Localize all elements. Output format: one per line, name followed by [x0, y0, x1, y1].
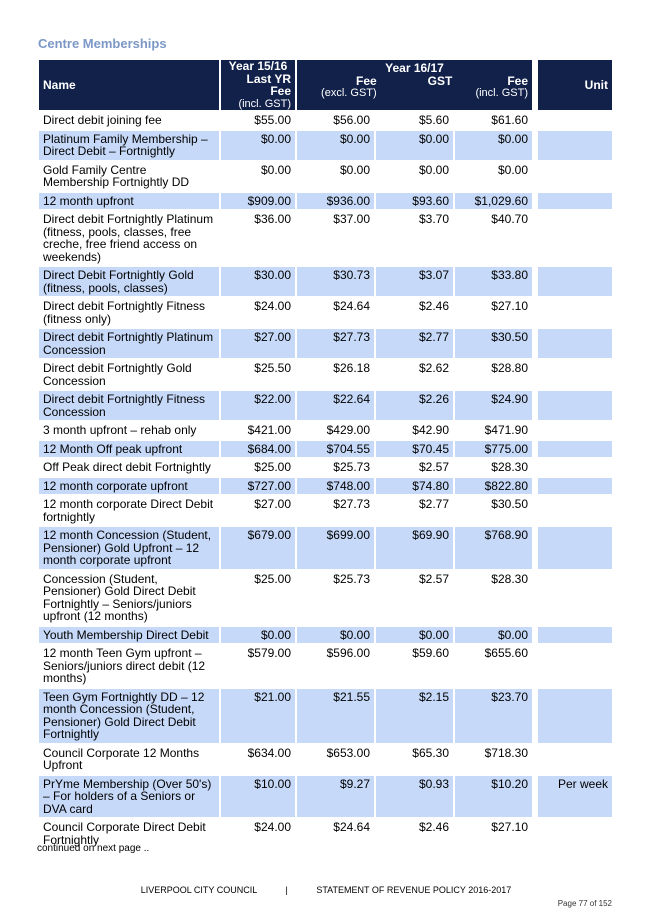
row-gst-cell: $65.30: [376, 745, 453, 774]
header-last-fee-label: Last YR Fee: [246, 71, 291, 98]
table-row: [39, 459, 612, 476]
table-row: [39, 298, 612, 327]
table-row: [39, 745, 612, 774]
row-fee-cell: $429.00: [297, 422, 374, 439]
row-incl-fee-cell: $768.90: [455, 527, 532, 569]
row-name-cell: Youth Membership Direct Debit: [39, 627, 219, 644]
header-year-16-17: Year 16/17: [385, 61, 444, 75]
row-fee-cell: $25.73: [297, 459, 374, 476]
row-incl-fee-cell: $718.30: [455, 745, 532, 774]
row-fee-cell: $37.00: [297, 211, 374, 265]
row-fee-cell: $0.00: [297, 131, 374, 160]
header-last-fee: [221, 60, 295, 110]
row-gst-cell: $0.00: [376, 162, 453, 191]
row-fee-cell: $699.00: [297, 527, 374, 569]
header-unit: Unit: [538, 60, 612, 110]
header-gst: [377, 75, 453, 100]
table-row: [39, 211, 612, 265]
row-incl-fee-cell: $0.00: [455, 627, 532, 644]
row-unit-cell: [538, 527, 612, 569]
row-incl-fee-cell: $10.20: [455, 776, 532, 818]
row-gst-cell: $2.57: [376, 459, 453, 476]
row-fee-cell: $9.27: [297, 776, 374, 818]
row-unit-cell: [538, 689, 612, 743]
row-unit-cell: [538, 459, 612, 476]
row-gst-cell: $93.60: [376, 193, 453, 210]
row-fee-cell: $24.64: [297, 819, 374, 848]
row-unit-cell: [538, 360, 612, 389]
row-unit-cell: [538, 267, 612, 296]
row-unit-cell: [538, 112, 612, 129]
row-last-fee-cell: $36.00: [221, 211, 295, 265]
section-title: Centre Memberships: [38, 36, 167, 51]
page-number: Page 77 of 152: [557, 899, 612, 908]
header-last-fee-sub: (incl. GST): [238, 97, 291, 110]
row-incl-fee-cell: $28.30: [455, 571, 532, 625]
row-unit-cell: [538, 422, 612, 439]
row-fee-cell: $0.00: [297, 627, 374, 644]
row-fee-cell: $748.00: [297, 478, 374, 495]
row-name-cell: 12 month corporate Direct Debit fortnightly: [39, 496, 219, 525]
row-incl-fee-cell: $33.80: [455, 267, 532, 296]
row-fee-cell: $704.55: [297, 441, 374, 458]
table-row: [39, 527, 612, 569]
row-gst-cell: $2.57: [376, 571, 453, 625]
row-last-fee-cell: $684.00: [221, 441, 295, 458]
row-unit-cell: [538, 627, 612, 644]
row-gst-cell: $2.77: [376, 329, 453, 358]
row-name-cell: Council Corporate Direct Debit Fortnightly: [39, 819, 219, 848]
row-last-fee-cell: $24.00: [221, 819, 295, 848]
row-name-cell: Teen Gym Fortnightly DD – 12 month Concession (Student, Pensioner) Gold Direct Debit Fortnightly: [39, 689, 219, 743]
row-gst-cell: $0.00: [376, 131, 453, 160]
row-gst-cell: $69.90: [376, 527, 453, 569]
row-name-cell: 3 month upfront – rehab only: [39, 422, 219, 439]
row-unit-cell: [538, 391, 612, 420]
row-last-fee-cell: $909.00: [221, 193, 295, 210]
row-name-cell: Platinum Family Membership – Direct Debit – Fortnightly: [39, 131, 219, 160]
table-row: [39, 496, 612, 525]
header-incl-fee-label: Fee: [507, 73, 529, 88]
row-last-fee-cell: $634.00: [221, 745, 295, 774]
footer-council-name: LIVERPOOL CITY COUNCIL: [140, 885, 257, 895]
row-name-cell: PrYme Membership (Over 50's) – For holders of a Seniors or DVA card: [39, 776, 219, 818]
page-footer: [0, 885, 652, 895]
row-fee-cell: $56.00: [297, 112, 374, 129]
row-incl-fee-cell: $28.80: [455, 360, 532, 389]
row-incl-fee-cell: $24.90: [455, 391, 532, 420]
row-last-fee-cell: $21.00: [221, 689, 295, 743]
row-gst-cell: $59.60: [376, 645, 453, 687]
row-fee-cell: $27.73: [297, 496, 374, 525]
row-unit-cell: [538, 441, 612, 458]
continued-note: continued on next page ..: [37, 843, 150, 854]
row-name-cell: Direct debit joining fee: [39, 112, 219, 129]
row-incl-fee-cell: $0.00: [455, 131, 532, 160]
footer-document-title: STATEMENT OF REVENUE POLICY 2016-2017: [316, 885, 512, 895]
header-fee-sub: (excl. GST): [321, 87, 377, 99]
row-unit-cell: [538, 298, 612, 327]
table-row: [39, 689, 612, 743]
row-unit-cell: [538, 131, 612, 160]
row-last-fee-cell: $25.50: [221, 360, 295, 389]
row-gst-cell: $74.80: [376, 478, 453, 495]
row-unit-cell: [538, 193, 612, 210]
row-name-cell: Direct debit Fortnightly Platinum Concession: [39, 329, 219, 358]
row-unit-cell: [538, 329, 612, 358]
row-incl-fee-cell: $655.60: [455, 645, 532, 687]
row-name-cell: Direct debit Fortnightly Fitness (fitness only): [39, 298, 219, 327]
row-fee-cell: $30.73: [297, 267, 374, 296]
header-incl-fee: [452, 75, 528, 100]
table-row: [39, 193, 612, 210]
row-gst-cell: $5.60: [376, 112, 453, 129]
row-gst-cell: $2.46: [376, 819, 453, 848]
row-incl-fee-cell: $40.70: [455, 211, 532, 265]
row-incl-fee-cell: $27.10: [455, 819, 532, 848]
row-fee-cell: $653.00: [297, 745, 374, 774]
row-gst-cell: $0.93: [376, 776, 453, 818]
row-unit-cell: Per week: [538, 776, 612, 818]
header-year-15-16: Year 15/16: [228, 59, 288, 73]
row-last-fee-cell: $679.00: [221, 527, 295, 569]
row-name-cell: Gold Family Centre Membership Fortnightly DD: [39, 162, 219, 191]
row-incl-fee-cell: $61.60: [455, 112, 532, 129]
row-last-fee-cell: $22.00: [221, 391, 295, 420]
row-last-fee-cell: $10.00: [221, 776, 295, 818]
row-last-fee-cell: $55.00: [221, 112, 295, 129]
row-incl-fee-cell: $822.80: [455, 478, 532, 495]
row-incl-fee-cell: $27.10: [455, 298, 532, 327]
row-last-fee-cell: $25.00: [221, 571, 295, 625]
row-last-fee-cell: $27.00: [221, 496, 295, 525]
row-incl-fee-cell: $28.30: [455, 459, 532, 476]
row-fee-cell: $936.00: [297, 193, 374, 210]
table-row: [39, 478, 612, 495]
table-row: [39, 422, 612, 439]
row-fee-cell: $25.73: [297, 571, 374, 625]
row-fee-cell: $0.00: [297, 162, 374, 191]
row-name-cell: Off Peak direct debit Fortnightly: [39, 459, 219, 476]
row-name-cell: 12 Month Off peak upfront: [39, 441, 219, 458]
table-row: [39, 441, 612, 458]
row-fee-cell: $21.55: [297, 689, 374, 743]
row-last-fee-cell: $579.00: [221, 645, 295, 687]
row-last-fee-cell: $30.00: [221, 267, 295, 296]
row-name-cell: 12 month Concession (Student, Pensioner) Gold Upfront – 12 month corporate upfront: [39, 527, 219, 569]
row-last-fee-cell: $0.00: [221, 627, 295, 644]
row-incl-fee-cell: $1,029.60: [455, 193, 532, 210]
row-gst-cell: $3.07: [376, 267, 453, 296]
row-incl-fee-cell: $775.00: [455, 441, 532, 458]
header-gst-label: GST: [427, 73, 453, 88]
row-last-fee-cell: $0.00: [221, 131, 295, 160]
row-last-fee-cell: $727.00: [221, 478, 295, 495]
row-name-cell: Direct debit Fortnightly Fitness Concession: [39, 391, 219, 420]
row-fee-cell: $596.00: [297, 645, 374, 687]
row-gst-cell: $0.00: [376, 627, 453, 644]
row-incl-fee-cell: $30.50: [455, 329, 532, 358]
row-unit-cell: [538, 819, 612, 848]
row-unit-cell: [538, 496, 612, 525]
header-fee: [301, 75, 377, 100]
row-gst-cell: $42.90: [376, 422, 453, 439]
row-incl-fee-cell: $23.70: [455, 689, 532, 743]
table-header-row: [39, 60, 612, 110]
row-last-fee-cell: $0.00: [221, 162, 295, 191]
row-last-fee-cell: $27.00: [221, 329, 295, 358]
footer-separator: |: [285, 885, 288, 895]
row-gst-cell: $3.70: [376, 211, 453, 265]
row-fee-cell: $24.64: [297, 298, 374, 327]
row-name-cell: Concession (Student, Pensioner) Gold Direct Debit Fortnightly – Seniors/juniors upfront (12 months): [39, 571, 219, 625]
row-gst-cell: $70.45: [376, 441, 453, 458]
row-unit-cell: [538, 571, 612, 625]
row-name-cell: Direct Debit Fortnightly Gold (fitness, pools, classes): [39, 267, 219, 296]
table-row: [39, 112, 612, 129]
table-row: [39, 776, 612, 818]
row-gst-cell: $2.26: [376, 391, 453, 420]
row-last-fee-cell: $24.00: [221, 298, 295, 327]
table-row: [39, 627, 612, 644]
row-gst-cell: $2.15: [376, 689, 453, 743]
table-row: [39, 571, 612, 625]
table-row: [39, 645, 612, 687]
row-unit-cell: [538, 645, 612, 687]
row-last-fee-cell: $25.00: [221, 459, 295, 476]
header-year-16-17-group: [297, 60, 532, 110]
row-name-cell: Direct debit Fortnightly Platinum (fitness, pools, classes, free creche, free friend access on weekends): [39, 211, 219, 265]
row-gst-cell: $2.77: [376, 496, 453, 525]
row-gst-cell: $2.46: [376, 298, 453, 327]
row-gst-cell: $2.62: [376, 360, 453, 389]
header-name: Name: [39, 60, 219, 110]
row-name-cell: Direct debit Fortnightly Gold Concession: [39, 360, 219, 389]
row-unit-cell: [538, 211, 612, 265]
header-fee-label: Fee: [355, 73, 377, 88]
row-incl-fee-cell: $0.00: [455, 162, 532, 191]
fees-table: [37, 58, 614, 850]
table-row: [39, 329, 612, 358]
row-fee-cell: $22.64: [297, 391, 374, 420]
row-incl-fee-cell: $30.50: [455, 496, 532, 525]
row-unit-cell: [538, 162, 612, 191]
row-unit-cell: [538, 745, 612, 774]
row-incl-fee-cell: $471.90: [455, 422, 532, 439]
row-name-cell: 12 month upfront: [39, 193, 219, 210]
table-row: [39, 162, 612, 191]
row-unit-cell: [538, 478, 612, 495]
row-fee-cell: $26.18: [297, 360, 374, 389]
row-name-cell: 12 month Teen Gym upfront – Seniors/juniors direct debit (12 months): [39, 645, 219, 687]
table-row: [39, 267, 612, 296]
header-incl-fee-sub: (incl. GST): [475, 87, 529, 99]
table-row: [39, 391, 612, 420]
row-fee-cell: $27.73: [297, 329, 374, 358]
row-name-cell: 12 month corporate upfront: [39, 478, 219, 495]
table-row: [39, 360, 612, 389]
row-name-cell: Council Corporate 12 Months Upfront: [39, 745, 219, 774]
table-row: [39, 131, 612, 160]
row-last-fee-cell: $421.00: [221, 422, 295, 439]
